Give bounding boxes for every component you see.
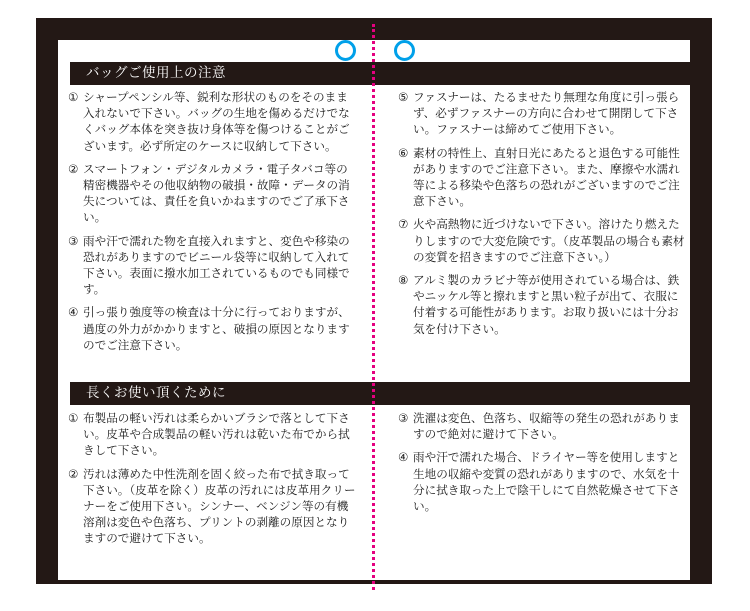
item-number: ⑧ [398,273,409,288]
list-item [68,410,358,459]
section-heading-usage-notes: バッグご使用上の注意 [70,62,690,85]
item-number: ② [68,466,79,481]
item-number: ③ [68,233,79,248]
item-text: 汚れは薄めた中性洗剤を固く絞った布で拭き取って下さい。（皮革を除く）皮革の汚れには皮革用クリーナーをご使用下さい。シンナー、ベンジン等の有機溶剤は変色や色落ち、プリントの剥離の原因となりますので避けて下さい。 [83,466,356,546]
item-text: 引っ張り強度等の検査は十分に行っておりますが、過度の外力がかかりますと、破損の原因となりますのでご注意下さい。 [83,305,350,352]
care-left-column [68,410,358,554]
binding-ring-left-icon [335,40,356,61]
item-number: ② [68,161,79,176]
care-right-column [398,410,688,521]
item-text: 素材の特性上、直射日光にあたると退色する可能性がありますのでご注意下さい。また、摩擦や水濡れ等による移染や色落ちの恐れがございますのでご注意下さい。 [413,145,680,209]
usage-notes-right-column [398,89,688,344]
item-number: ④ [68,305,79,320]
list-item [398,449,688,514]
item-number: ③ [398,411,409,425]
list-item [68,466,358,547]
binding-ring-right-icon [394,40,415,61]
item-number: ④ [398,450,409,465]
list-item [398,272,688,337]
fold-line [372,24,375,590]
item-text: ファスナーは、たるませたり無理な角度に引っ張らず、必ずファスナーの方向に合わせて開閉して下さい。ファスナーは締めてご使用下さい。 [413,90,680,137]
item-number: ⑥ [398,145,409,160]
item-text: 雨や汗で濡れた物を直接入れますと、変色や移染の恐れがありますのでビニール袋等に収納して入れて下さい。表面に撥水加工されているものでも同様です。 [83,233,350,297]
item-text: アルミ製のカラビナ等が使用されている場合は、鉄やニッケル等と擦れますと黒い粒子が出て、衣服に付着する可能性があります。お取り扱いには十分お気を付け下さい。 [413,273,680,336]
item-number: ① [68,90,79,104]
item-number: ⑤ [398,90,409,104]
item-text: 火や高熱物に近づけないで下さい。溶けたり燃えたりしますので大変危険です。（皮革製品の場合も素材の変質を招きますのでご注意下さい。） [413,217,685,264]
list-item [398,89,688,138]
list-item [68,304,358,353]
list-item [68,161,358,226]
usage-notes-left-column [68,89,358,360]
section-heading-care: 長くお使い頂くために [70,382,690,405]
item-text: シャープペンシル等、鋭利な形状のものをそのまま入れないで下さい。バッグの生地を傷めるだけでなくバッグ本体を突き抜け身体等を傷つけることがございます。必ず所定のケースに収納して下さい。 [83,90,350,153]
list-item [398,410,688,442]
list-item [398,145,688,210]
list-item [398,216,688,265]
item-number: ⑦ [398,217,409,232]
list-item [68,233,358,298]
item-text: スマートフォン・デジタルカメラ・電子タバコ等の精密機器やその他収納物の破損・故障・データの消失については、責任を負いかねますのでご了承下さい。 [83,161,350,225]
item-text: 布製品の軽い汚れは柔らかいブラシで落として下さい。皮革や合成製品の軽い汚れは乾いた布でから拭きして下さい。 [83,411,350,458]
item-number: ① [68,411,79,425]
item-text: 雨や汗で濡れた場合、ドライヤー等を使用しますと生地の収縮や変質の恐れがありますので、水気を十分に拭き取った上で陰干しにて自然乾燥させて下さい。 [413,450,680,514]
list-item [68,89,358,154]
item-text: 洗濯は変色、色落ち、収縮等の発生の恐れがありますので絶対に避けて下さい。 [413,411,680,442]
